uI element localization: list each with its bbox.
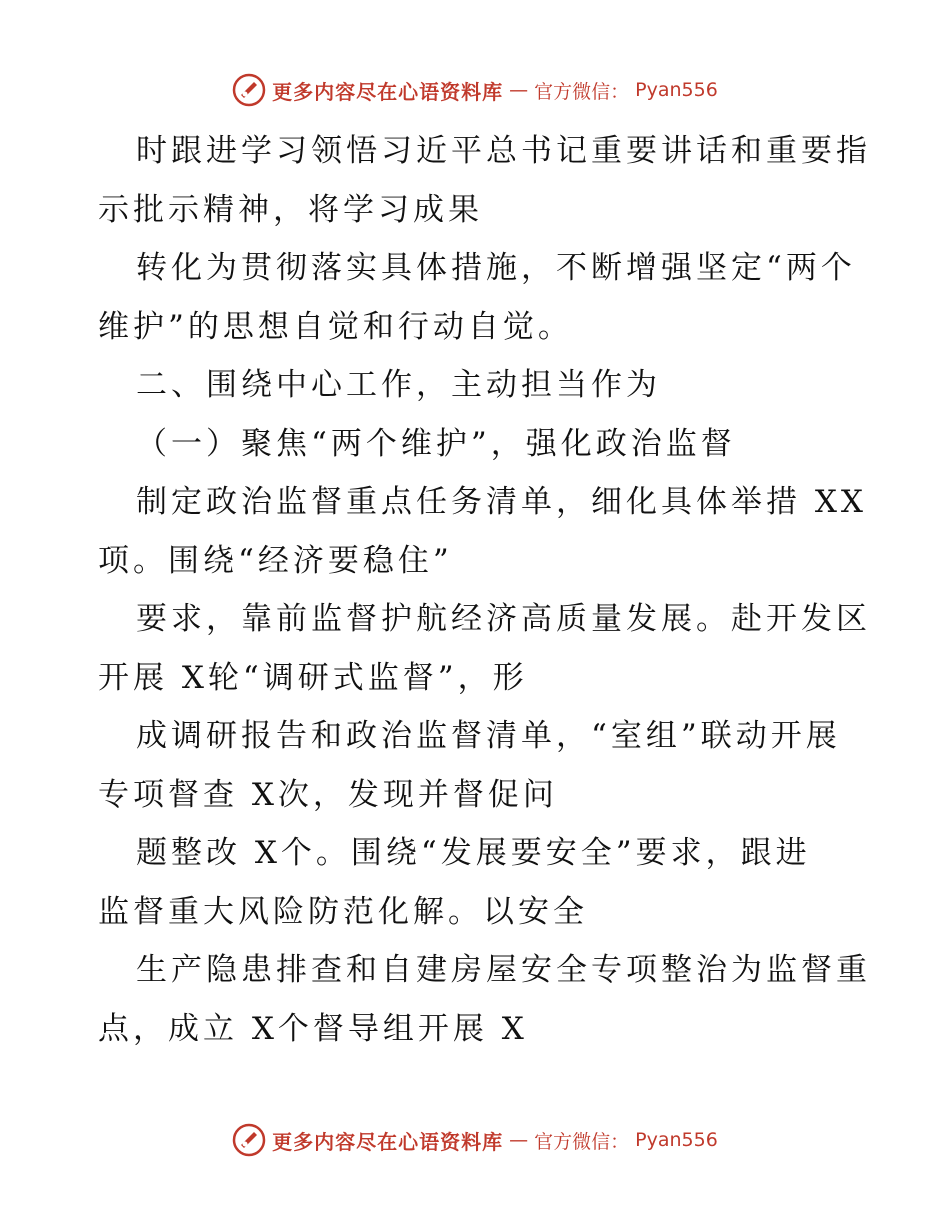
- body-text-line: （一）聚焦“两个维护”，强化政治监督: [136, 425, 736, 462]
- header-wechat-label: 官方微信：: [534, 80, 630, 103]
- footer-separator: —: [509, 1129, 529, 1151]
- document-body: [98, 122, 871, 1058]
- header-wechat-id: Pyan556: [635, 79, 718, 101]
- header-separator: —: [509, 79, 529, 101]
- footer-brand-text: 更多内容尽在心语资料库: [272, 1129, 504, 1154]
- body-text-line: 题整改 X个。围绕“发展要安全”要求，跟进: [136, 835, 811, 871]
- body-text-line: 转化为贯彻落实具体措施，不断增强坚定“两个: [136, 250, 856, 286]
- body-text-line: 成调研报告和政治监督清单，“室组”联动开展: [136, 718, 841, 754]
- body-text-line: 项。围绕“经济要稳住”: [98, 542, 453, 579]
- header-banner: [0, 70, 950, 110]
- footer-banner: [0, 1120, 950, 1160]
- body-text-line: 制定政治监督重点任务清单，细化具体举措 XX: [136, 484, 867, 520]
- body-text-line: 监督重大风险防范化解。以安全: [98, 893, 588, 930]
- body-text-line: 时跟进学习领悟习近平总书记重要讲话和重要指: [136, 133, 871, 169]
- body-text-line: 示批示精神，将学习成果: [98, 191, 483, 228]
- header-brand-text: 更多内容尽在心语资料库: [272, 79, 504, 104]
- body-text-line: 维护”的思想自觉和行动自觉。: [98, 308, 573, 345]
- body-text-line: 生产隐患排查和自建房屋安全专项整治为监督重: [136, 952, 871, 988]
- footer-wechat-id: Pyan556: [635, 1129, 718, 1151]
- body-text-line: 要求，靠前监督护航经济高质量发展。赴开发区: [136, 601, 871, 637]
- body-text-line: 点，成立 X个督导组开展 X: [98, 1010, 528, 1047]
- footer-wechat-label: 官方微信：: [534, 1130, 630, 1153]
- body-text-line: 专项督查 X次，发现并督促问: [98, 776, 558, 813]
- brand-logo-icon: [232, 73, 266, 107]
- brand-logo-icon: [232, 1123, 266, 1157]
- body-text-line: 开展 X轮“调研式监督”，形: [98, 659, 528, 696]
- body-text-line: 二、围绕中心工作，主动担当作为: [136, 367, 661, 403]
